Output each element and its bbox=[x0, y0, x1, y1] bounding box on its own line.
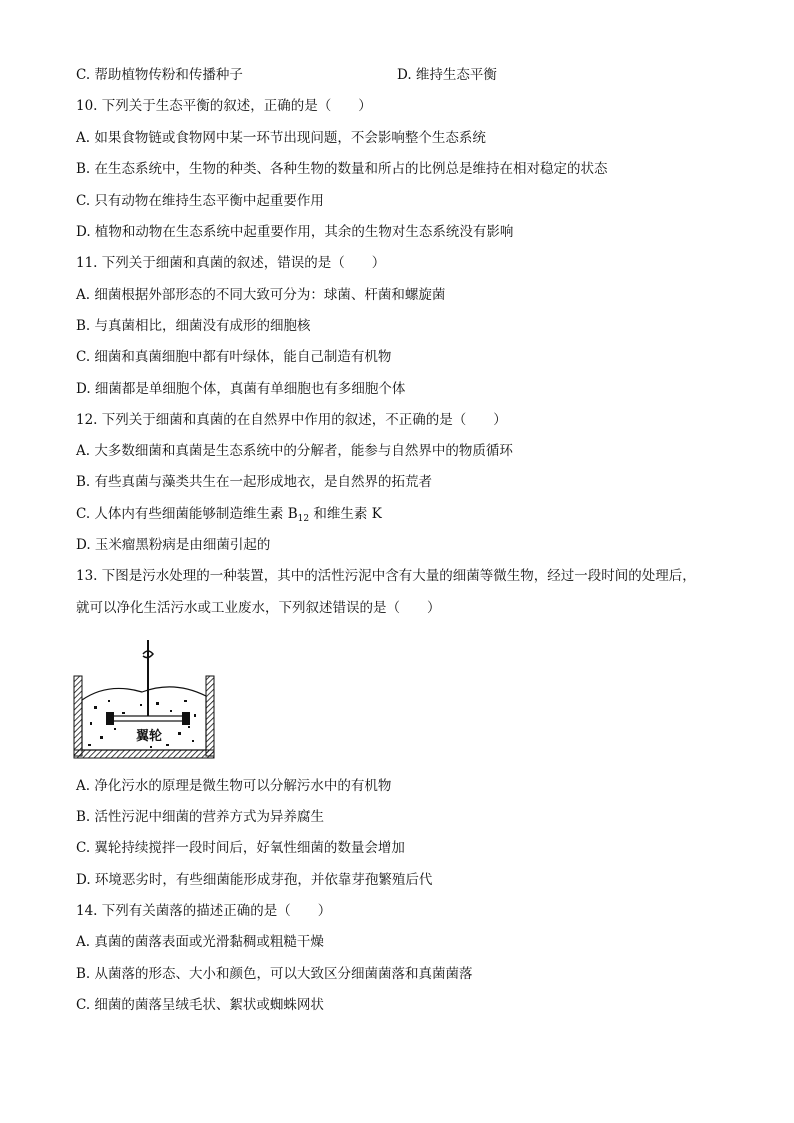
q12-option-c-tail: 和维生素 K bbox=[309, 506, 382, 522]
q10-option-c: C. 只有动物在维持生态平衡中起重要作用 bbox=[76, 193, 324, 209]
q12-option-a: A. 大多数细菌和真菌是生态系统中的分解者，能参与自然界中的物质循环 bbox=[76, 443, 513, 459]
q12-option-c bbox=[76, 505, 382, 528]
q14-stem: 14. 下列有关菌落的描述正确的是（ ） bbox=[76, 903, 332, 919]
q9-option-c: C. 帮助植物传粉和传播种子 bbox=[76, 67, 243, 83]
tank-bottom bbox=[74, 750, 214, 758]
q10-option-a: A. 如果食物链或食物网中某一环节出现问题，不会影响整个生态系统 bbox=[76, 130, 486, 146]
q11-option-b: B. 与真菌相比，细菌没有成形的细胞核 bbox=[76, 318, 311, 334]
impeller-label: 翼轮 bbox=[135, 729, 163, 744]
q14-option-b: B. 从菌落的形态、大小和颜色，可以大致区分细菌菌落和真菌菌落 bbox=[76, 966, 473, 982]
q13-option-b: B. 活性污泥中细菌的营养方式为异养腐生 bbox=[76, 809, 325, 825]
q10-option-d: D. 植物和动物在生态系统中起重要作用，其余的生物对生态系统没有影响 bbox=[76, 224, 514, 240]
q11-option-d: D. 细菌都是单细胞个体，真菌有单细胞也有多细胞个体 bbox=[76, 381, 406, 397]
q12-option-b: B. 有些真菌与藻类共生在一起形成地衣，是自然界的拓荒者 bbox=[76, 474, 433, 490]
q9-option-d: D. 维持生态平衡 bbox=[397, 67, 497, 83]
impeller-blade-right bbox=[182, 712, 190, 725]
tank-left-wall bbox=[74, 676, 82, 756]
q11-option-a: A. 细菌根据外部形态的不同大致可分为：球菌、杆菌和螺旋菌 bbox=[76, 287, 446, 303]
q12-option-d: D. 玉米瘤黑粉病是由细菌引起的 bbox=[76, 537, 271, 553]
q13-stem-line-1: 13. 下图是污水处理的一种装置，其中的活性污泥中含有大量的细菌等微生物，经过一段时间的处理后， bbox=[76, 568, 696, 584]
q14-option-c: C. 细菌的菌落呈绒毛状、絮状或蜘蛛网状 bbox=[76, 997, 324, 1013]
tank-right-wall bbox=[206, 676, 214, 756]
impeller-arm bbox=[110, 716, 186, 721]
sewage-treatment-diagram bbox=[70, 640, 220, 760]
q11-option-c: C. 细菌和真菌细胞中都有叶绿体，能自己制造有机物 bbox=[76, 349, 392, 365]
q13-option-c: C. 翼轮持续搅拌一段时间后，好氧性细菌的数量会增加 bbox=[76, 840, 405, 856]
q12-stem: 12. 下列关于细菌和真菌的在自然界中作用的叙述，不正确的是（ ） bbox=[76, 412, 507, 428]
vitamin-b12-subscript: 12 bbox=[297, 514, 310, 524]
q12-option-c-text: C. 人体内有些细菌能够制造维生素 B bbox=[76, 506, 298, 522]
q14-option-a: A. 真菌的菌落表面或光滑黏稠或粗糙干燥 bbox=[76, 934, 324, 950]
q10-stem: 10. 下列关于生态平衡的叙述，正确的是（ ） bbox=[76, 98, 372, 114]
q10-option-b: B. 在生态系统中，生物的种类、各种生物的数量和所占的比例总是维持在相对稳定的状态 bbox=[76, 161, 608, 177]
q11-stem: 11. 下列关于细菌和真菌的叙述，错误的是（ ） bbox=[76, 255, 386, 271]
q13-option-a: A. 净化污水的原理是微生物可以分解污水中的有机物 bbox=[76, 778, 392, 794]
impeller-blade-left bbox=[106, 712, 114, 725]
q13-stem-line-2: 就可以净化生活污水或工业废水，下列叙述错误的是（ ） bbox=[76, 600, 441, 616]
q13-option-d: D. 环境恶劣时，有些细菌能形成芽孢，并依靠芽孢繁殖后代 bbox=[76, 872, 433, 888]
